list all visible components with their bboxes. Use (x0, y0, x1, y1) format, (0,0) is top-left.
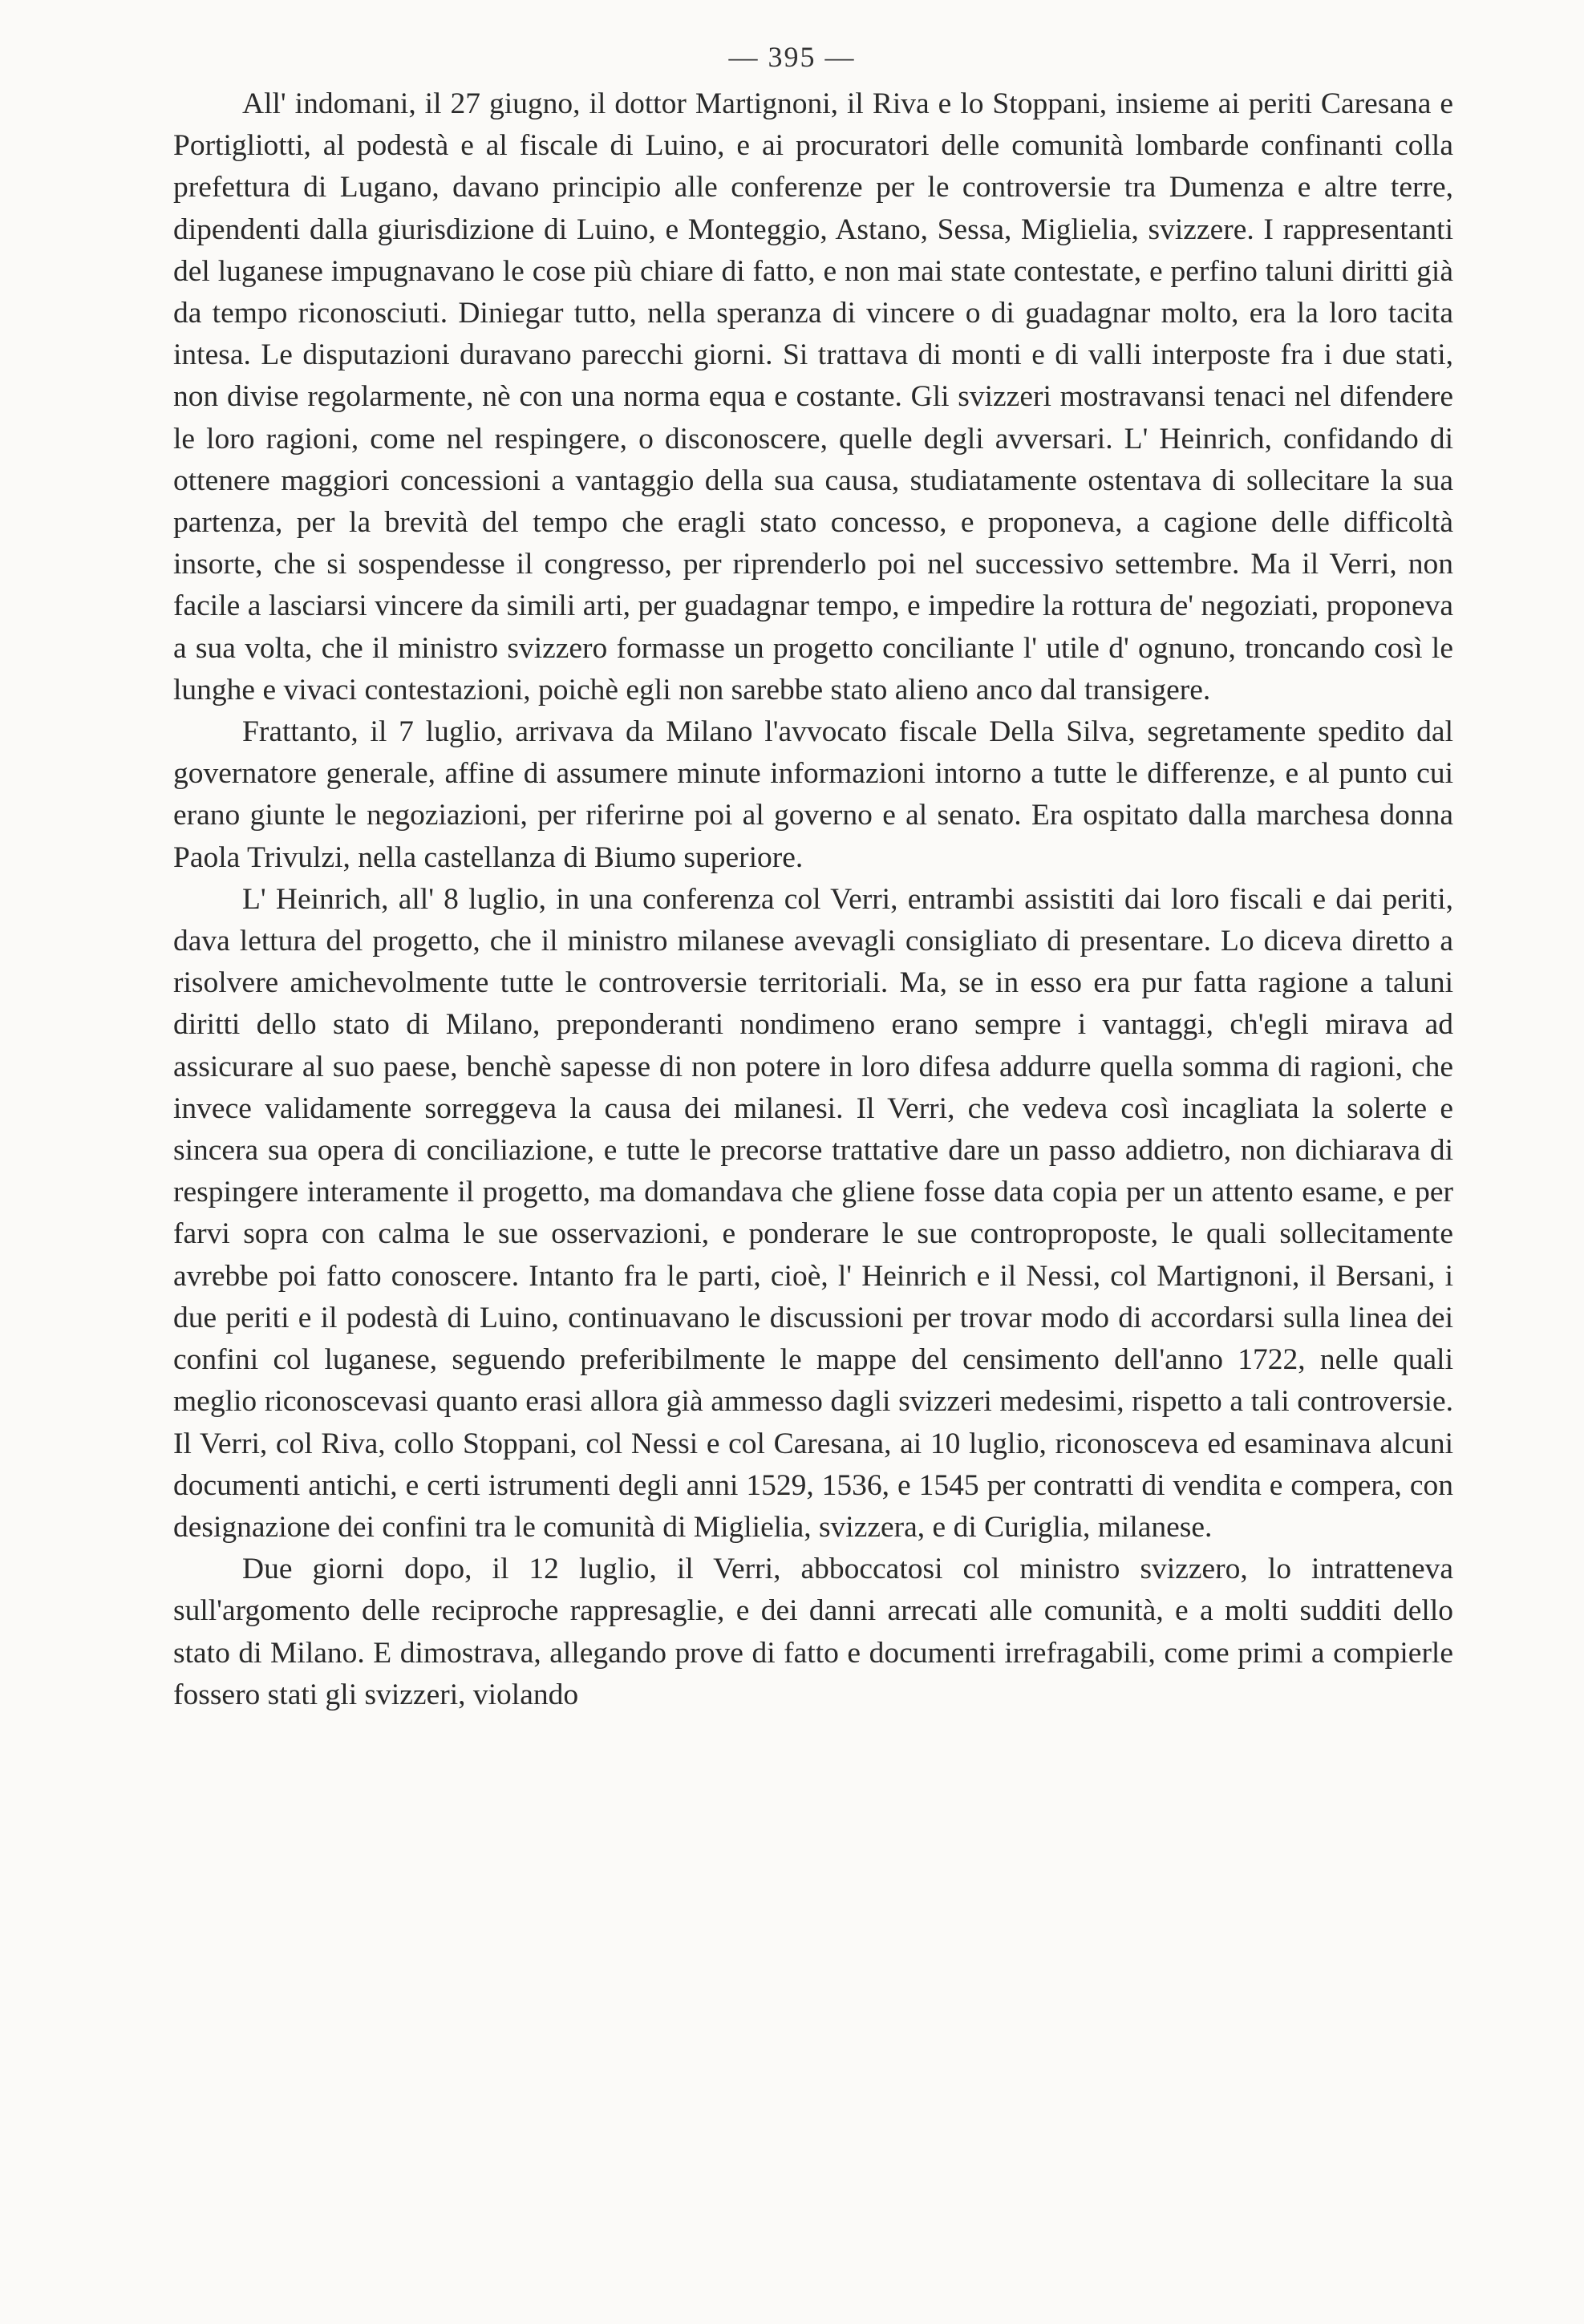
paragraph-1: All' indomani, il 27 giugno, il dottor Martignoni, il Riva e lo Stoppani, insieme ai periti Caresana e Portigliotti, al podestà e al fiscale di Luino, e ai procuratori delle comunità lombarde confinanti colla prefettura di Lugano, davano principio alle conferenze per le controversie tra Dumenza e altre terre, dipendenti dalla giurisdizione di Luino, e Monteggio, Astano, Sessa, Miglielia, svizzere. I rappresentanti del luganese impugnavano le cose più chiare di fatto, e non mai state contestate, e perfino taluni diritti già da tempo riconosciuti. Diniegar tutto, nella speranza di vincere o di guadagnar molto, era la loro tacita intesa. Le disputazioni duravano parecchi giorni. Si trattava di monti e di valli interposte fra i due stati, non divise regolarmente, nè con una norma equa e costante. Gli svizzeri mostravansi tenaci nel difendere le loro ragioni, come nel respingere, o disconoscere, quelle degli avversari. L' Heinrich, confidando di ottenere maggiori concessioni a vantaggio della sua causa, studiatamente ostentava di sollecitare la sua partenza, per la brevità del tempo che eragli stato concesso, e proponeva, a cagione delle difficoltà insorte, che si sospendesse il congresso, per riprenderlo poi nel successivo settembre. Ma il Verri, non facile a lasciarsi vincere da simili arti, per guadagnar tempo, e impedire la rottura de' negoziati, proponeva a sua volta, che il ministro svizzero formasse un progetto conciliante l' utile d' ognuno, troncando così le lunghe e vivaci contestazioni, poichè egli non sarebbe stato alieno anco dal transigere. (173, 87, 1453, 707)
paragraph-2: Frattanto, il 7 luglio, arrivava da Milano l'avvocato fiscale Della Silva, segretamente spedito dal governatore generale, affine di assumere minute informazioni intorno a tutte le differenze, e al punto cui erano giunte le negoziazioni, per riferirne poi al governo e al senato. Era ospitato dalla marchesa donna Paola Trivulzi, nella castellanza di Biumo superiore. (173, 715, 1453, 874)
paragraph-3: L' Heinrich, all' 8 luglio, in una conferenza col Verri, entrambi assistiti dai loro fiscali e dai periti, dava lettura del progetto, che il ministro milanese avevagli consigliato di presentare. Lo diceva diretto a risolvere amichevolmente tutte le controversie territoriali. Ma, se in esso era pur fatta ragione a taluni diritti dello stato di Milano, preponderanti nondimeno erano sempre i vantaggi, ch'egli mirava ad assicurare al suo paese, benchè sapesse di non potere in loro difesa addurre quella somma di ragioni, che invece validamente sorreggeva la causa dei milanesi. Il Verri, che vedeva così incagliata la solerte e sincera sua opera di conciliazione, e tutte le precorse trattative dare un passo addietro, non dichiarava di respingere interamente il progetto, ma domandava che gliene fosse data copia per un attento esame, e per farvi sopra con calma le sue osservazioni, e ponderare le sue controproposte, le quali sollecitamente avrebbe poi fatto conoscere. Intanto fra le parti, cioè, l' Heinrich e il Nessi, col Martignoni, il Bersani, i due periti e il podestà di Luino, continuavano le discussioni per trovar modo di accordarsi sulla linea dei confini col luganese, seguendo preferibilmente le mappe del censimento dell'anno 1722, nelle quali meglio riconoscevasi quanto erasi allora già ammesso dagli svizzeri medesimi, rispetto a tali controversie. Il Verri, col Riva, collo Stoppani, col Nessi e col Caresana, ai 10 luglio, riconosceva ed esaminava alcuni documenti antichi, e certi istrumenti degli anni 1529, 1536, e 1545 per contratti di vendita e compera, con designazione dei confini tra le comunità di Miglielia, svizzera, e di Curiglia, milanese. (173, 882, 1453, 1544)
body-text (173, 83, 1453, 1716)
page-number: — 395 — (728, 41, 856, 73)
paragraph-4: Due giorni dopo, il 12 luglio, il Verri, abboccatosi col ministro svizzero, lo intratteneva sull'argomento delle reciproche rappresaglie, e dei danni arrecati alle comunità, e a molti sudditi dello stato di Milano. E dimostrava, allegando prove di fatto e documenti irrefragabili, come primi a compierle fossero stati gli svizzeri, violando (173, 1553, 1453, 1711)
